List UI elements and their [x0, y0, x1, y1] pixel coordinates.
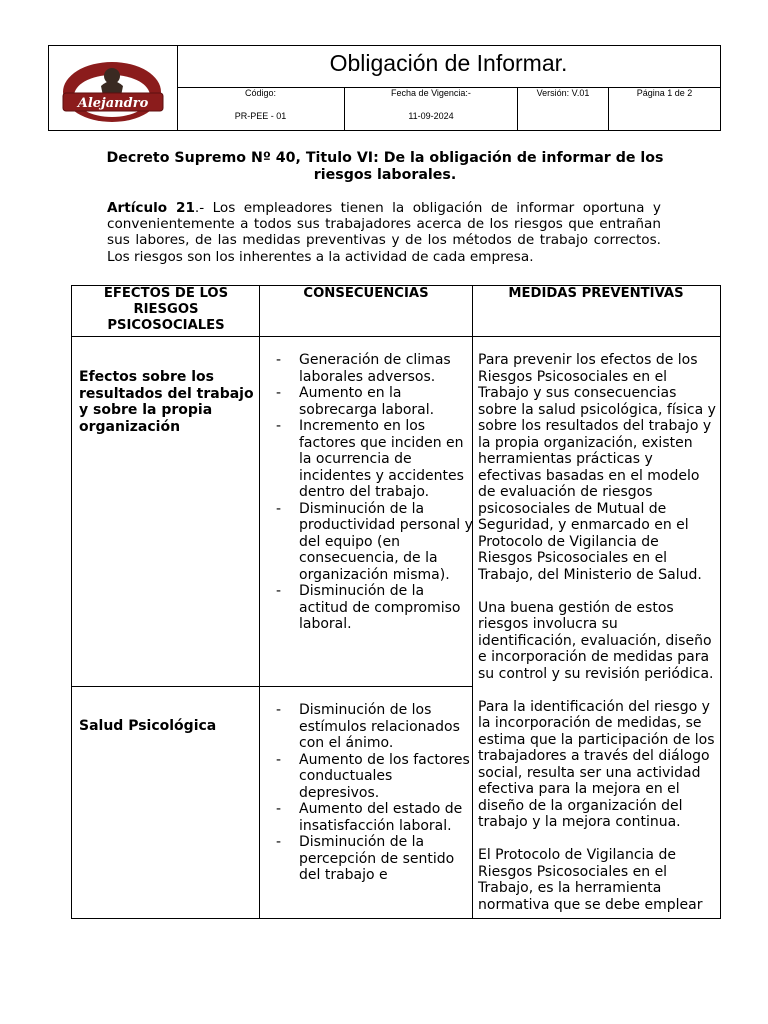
- code-cell: [177, 87, 345, 130]
- date-value: 11-09-2024: [408, 111, 454, 121]
- code-value: PR-PEE - 01: [234, 111, 287, 121]
- table-divider: [259, 286, 260, 918]
- consequence-list: [274, 352, 474, 633]
- article-label: Artículo 21: [107, 200, 195, 216]
- date-cell: [345, 87, 518, 130]
- preventive-measures: [478, 352, 716, 930]
- code-label: Código:: [244, 88, 277, 98]
- article-text: .- Los empleadores tienen la obligación de informar oportuna y convenientemente a todos sus trabajadores acerca de los riesgos que entrañan sus labores, de las medidas preventivas y de los métodos de trabajo correctos. Los riesgos son los inherentes a la actividad de cada empresa.: [107, 200, 661, 265]
- row-effect-label: Salud Psicológica: [79, 718, 217, 734]
- column-header-effects: EFECTOS DE LOS RIESGOS PSICOSOCIALES: [103, 286, 229, 333]
- document-header: [48, 45, 721, 131]
- header-row-divider: [72, 336, 720, 337]
- list-item: - Aumento de los factores conductuales depresivos.: [274, 752, 474, 802]
- column-header-measures: MEDIDAS PREVENTIVAS: [508, 286, 684, 301]
- list-item: - Aumento del estado de insatisfacción laboral.: [274, 801, 474, 834]
- logo-cell: [49, 46, 178, 130]
- list-item: - Disminución de la actitud de compromiso laboral.: [274, 583, 474, 633]
- page-number: Página 1 de 2: [636, 88, 693, 98]
- logo-brand-text: Alejandro: [77, 96, 149, 111]
- list-item: - Generación de climas laborales adversos.: [274, 352, 474, 385]
- consequence-list: [274, 702, 474, 884]
- list-item: - Aumento en la sobrecarga laboral.: [274, 385, 474, 418]
- document-title: Obligación de Informar.: [177, 46, 720, 88]
- date-label: Fecha de Vigencia:-: [391, 88, 471, 98]
- measure-paragraph: Para prevenir los efectos de los Riesgos Psicosociales en el Trabajo y sus consecuencias sobre la salud psicológica, física y sobre los resultados del trabajo y la propia organización, existen herramientas prácticas y efectivas basadas en el modelo de evaluación de riesgos psicosociales de Mutual de Seguridad, y enmarcado en el Protocolo de Vigilancia de Riesgos Psicosociales en el Trabajo, del Ministerio de Salud.: [478, 352, 716, 583]
- measure-paragraph: El Protocolo de Vigilancia de Riesgos Psicosociales en el Trabajo, es la herramienta normativa que se debe emplear: [478, 847, 703, 913]
- row-divider: [72, 686, 472, 687]
- row-effect-label: Efectos sobre los resultados del trabajo y sobre la propia organización: [79, 369, 254, 435]
- list-item: - Incremento en los factores que inciden en la ocurrencia de incidentes y accidentes dentro del trabajo.: [274, 418, 474, 501]
- alejandro-logo: [49, 46, 177, 130]
- risk-table: [71, 285, 721, 919]
- decree-heading: Decreto Supremo Nº 40, Titulo VI: De la obligación de informar de los riesgos laborales.: [106, 150, 664, 183]
- list-item: - Disminución de la percepción de sentido del trabajo e: [274, 834, 474, 884]
- article-paragraph: [107, 200, 661, 265]
- version-label: Versión: V.01: [536, 88, 590, 98]
- measure-paragraph: Una buena gestión de estos riesgos involucra su identificación, evaluación, diseño e incorporación de medidas para su control y su revisión periódica.: [478, 599, 714, 682]
- page-cell: [609, 87, 720, 130]
- list-item: - Disminución de la productividad personal y del equipo (en consecuencia, de la organización misma).: [274, 501, 474, 584]
- list-item: - Disminución de los estímulos relacionados con el ánimo.: [274, 702, 474, 752]
- measure-paragraph: Para la identificación del riesgo y la incorporación de medidas, se estima que la participación de los trabajadores a través del diálogo social, resulta ser una actividad efectiva para la mejora en el diseño de la organización del trabajo y la mejora continua.: [478, 698, 715, 830]
- version-cell: [518, 87, 609, 130]
- column-header-consequences: CONSECUENCIAS: [303, 286, 429, 301]
